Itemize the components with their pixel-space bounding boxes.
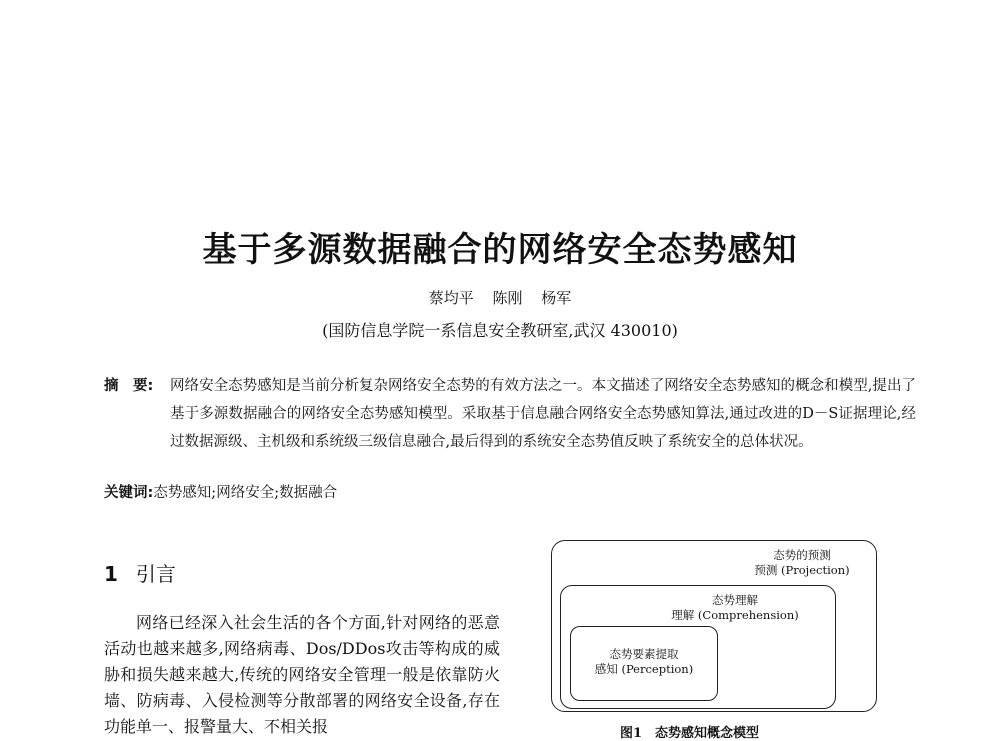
figure-middle-title: 态势理解 (712, 593, 758, 607)
keywords-label: 关键词: (104, 485, 154, 501)
abstract (104, 372, 916, 456)
keywords-text: 态势感知;网络安全;数据融合 (153, 485, 338, 501)
figure-inner-subtitle: 感知 (Perception) (594, 662, 694, 676)
figure-outer-label (734, 548, 870, 578)
keywords (104, 481, 916, 505)
figure-middle-subtitle: 理解 (Comprehension) (671, 608, 799, 622)
figure-caption: 图1 态势感知概念模型 (620, 726, 760, 741)
figure-middle-label (660, 593, 810, 623)
author-name: 蔡均平 (428, 289, 474, 307)
section-heading (104, 558, 176, 587)
figure-inner-title: 态势要素提取 (609, 647, 679, 661)
figure-outer-title: 态势的预测 (773, 548, 831, 562)
figure-outer-subtitle: 预测 (Projection) (754, 563, 850, 577)
abstract-text: 网络安全态势感知是当前分析复杂网络安全态势的有效方法之一。本文描述了网络安全态势感知的概念和模型,提出了基于多源数据融合的网络安全态势感知模型。采取基于信息融合网络安全态势感知算法,通过改进的D－S证据理论,经过数据源级、主机级和系统级三级信息融合,最后得到的系统安全态势值反映了系统安全的总体状况。 (170, 378, 916, 450)
figure-inner-label (576, 647, 712, 677)
author-name: 杨军 (541, 289, 572, 307)
section-number: 1 (104, 562, 118, 586)
abstract-label: 摘 要: (104, 378, 154, 394)
author-list (0, 287, 1000, 308)
paper-title: 基于多源数据融合的网络安全态势感知 (202, 230, 798, 270)
section-title: 引言 (135, 562, 176, 586)
author-name: 陈刚 (492, 289, 523, 307)
intro-paragraph: 网络已经深入社会生活的各个方面,针对网络的恶意活动也越来越多,网络病毒、Dos/DDos攻击等构成的威胁和损失越来越大,传统的网络安全管理一般是依靠防火墙、防病毒、入侵检测等分散部署的网络安全设备,存在功能单一、报警量大、不相关报 (104, 613, 500, 736)
affiliation: (国防信息学院一系信息安全教研室,武汉 430010) (322, 321, 678, 340)
